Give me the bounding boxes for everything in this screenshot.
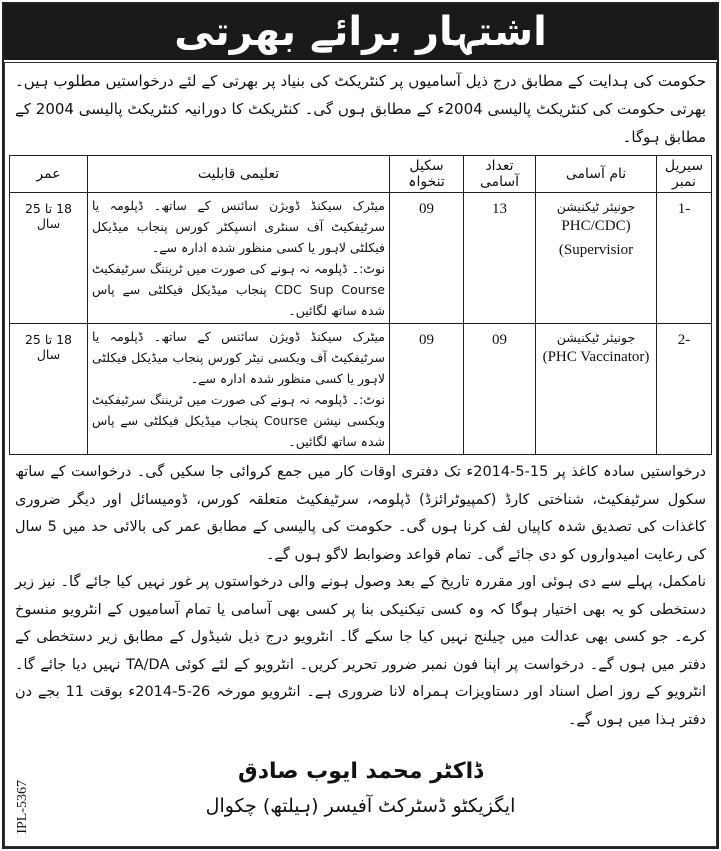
ad-title: اشتہار برائے بھرتی xyxy=(4,4,717,60)
count-cell: 09 xyxy=(464,324,536,455)
signatory-designation: ایگزیکٹو ڈسٹرکٹ آفیسر (ہیلتھ) چکوال xyxy=(205,795,516,817)
table-header-row xyxy=(10,156,712,193)
ad-border xyxy=(2,2,719,849)
scale-cell: 09 xyxy=(390,324,464,455)
qualification-cell xyxy=(88,193,390,324)
instruction-paragraph: درخواستیں سادہ کاغذ پر 15-5-2014ء تک دفتری اوقات کار میں جمع کروائی جا سکیں گی۔ درخواست کے ساتھ سکول سرٹیفکیٹ، شناختی کارڈ (کمپیوٹرائزڈ) ڈپلومہ، سرٹیفکیٹ متعلقہ کورس، ڈومیسائل اور دیگر ضروری کاغذات کی تصدیق شدہ کاپیاں لف کرنا ہوں گی۔ حکومت کی پالیسی کے مطابق عمر کی بالائی حد میں 5 سال کی رعایت امیدواروں کو دی جائے گی۔ تمام قواعد وضوابط لاگو ہوں گے۔ xyxy=(15,464,707,563)
post-cell xyxy=(536,193,657,324)
instructions xyxy=(9,455,712,734)
serial-cell: -1 xyxy=(657,193,712,324)
post-name-urdu: جونیئر ٹیکنیشن xyxy=(556,330,636,345)
post-name-english: (PHC/CDC Supervisior) xyxy=(558,218,634,258)
signatory-name: ڈاکٹر محمد ایوب صادق xyxy=(238,759,483,784)
post-name-urdu: جونیئر ٹیکنیشن xyxy=(556,199,636,214)
content-border xyxy=(4,62,717,847)
table-row xyxy=(10,193,712,324)
instruction-paragraph: نامکمل، پہلے سے دی ہوئی اور مقررہ تاریخ کے بعد وصول ہونے والی درخواستوں پر غور نہیں کیا جائے گا۔ نیز زیر دستخطی کو یہ بھی اختیار ہوگا کہ وہ کسی تیکنیکی بنا پر کسی بھی آسامی یا تمام آسامیوں کے انٹرویو منسوخ کرے۔ جو کسی بھی عدالت میں چیلنج نہیں کیا جا سکے گا۔ انٹرویو درج ذیل شیڈول کے مطابق زیر دستخطی کے دفتر میں ہوں گے۔ درخواست پر اپنا فون نمبر ضرور تحریر کریں۔ انٹرویو کے لئے کوئی TA/DA نہیں دیا جائے گا۔ انٹرویو کے روز اصل اسناد اور دستاویزات ہمراہ لانا ضروری ہے۔ انٹرویو مورخہ 26-5-2014ء بوقت 11 بجے دن دفتر ہذا میں ہوں گے۔ xyxy=(15,574,707,728)
header-serial: سیریل نمبر xyxy=(657,156,712,193)
qualification-text: میٹرک سیکنڈ ڈویژن سائنس کے ساتھ۔ ڈپلومہ یا سرٹیفکیٹ آف ویکسی نیٹر کورس پنجاب میڈیکل فیکلٹی لاہور یا کسی منظور شدہ ادارہ سے۔ xyxy=(92,329,385,386)
scale-cell: 09 xyxy=(390,193,464,324)
post-name-english: (PHC Vaccinator) xyxy=(542,349,650,365)
count-cell: 13 xyxy=(464,193,536,324)
signature-block xyxy=(9,748,712,838)
qualification-cell xyxy=(88,324,390,455)
header-scale: سکیل تنخواہ xyxy=(390,156,464,193)
serial-cell: -2 xyxy=(657,324,712,455)
post-cell xyxy=(536,324,657,455)
reference-code: IPL-5367 xyxy=(15,780,30,834)
intro-text: حکومت کی ہدایت کے مطابق درج ذیل آسامیوں پر کنٹریکٹ کی بنیاد پر بھرتی کے لئے درخواستیں مطلوب ہیں۔ بھرتی حکومت کی کنٹریکٹ پالیسی 2004ء کے مطابق ہوں گی۔ کنٹریکٹ کا دورانیہ کنٹریکٹ پالیسی 2004 کے مطابق ہوگا۔ xyxy=(15,72,706,146)
header-age: عمر xyxy=(10,156,88,193)
qualification-note: نوٹ:۔ ڈپلومہ نہ ہونے کی صورت میں ٹریننگ سرٹیفکیٹ ویکسی نیشن Course پنجاب میڈیکل فیکلٹی سے پاس شدہ ساتھ لگائیں۔ xyxy=(92,392,385,449)
header-qualification: تعلیمی قابلیت xyxy=(88,156,390,193)
posts-table xyxy=(9,155,712,455)
qualification-note: نوٹ:۔ ڈپلومہ نہ ہونے کی صورت میں ٹریننگ سرٹیفکیٹ CDC Sup Course پنجاب میڈیکل فیکلٹی سے پاس شدہ ساتھ لگائیں۔ xyxy=(92,261,385,318)
qualification-text: میٹرک سیکنڈ ڈویژن سائنس کے ساتھ۔ ڈپلومہ یا سرٹیفکیٹ آف سنٹری انسپکٹر کورس پنجاب میڈیکل فیکلٹی لاہور یا کسی منظور شدہ ادارہ سے۔ xyxy=(92,198,385,255)
age-cell: 18 تا 25 سال xyxy=(10,193,88,324)
header-count: تعداد آسامی xyxy=(464,156,536,193)
age-cell: 18 تا 25 سال xyxy=(10,324,88,455)
header-post: نام آسامی xyxy=(536,156,657,193)
table-row xyxy=(10,324,712,455)
